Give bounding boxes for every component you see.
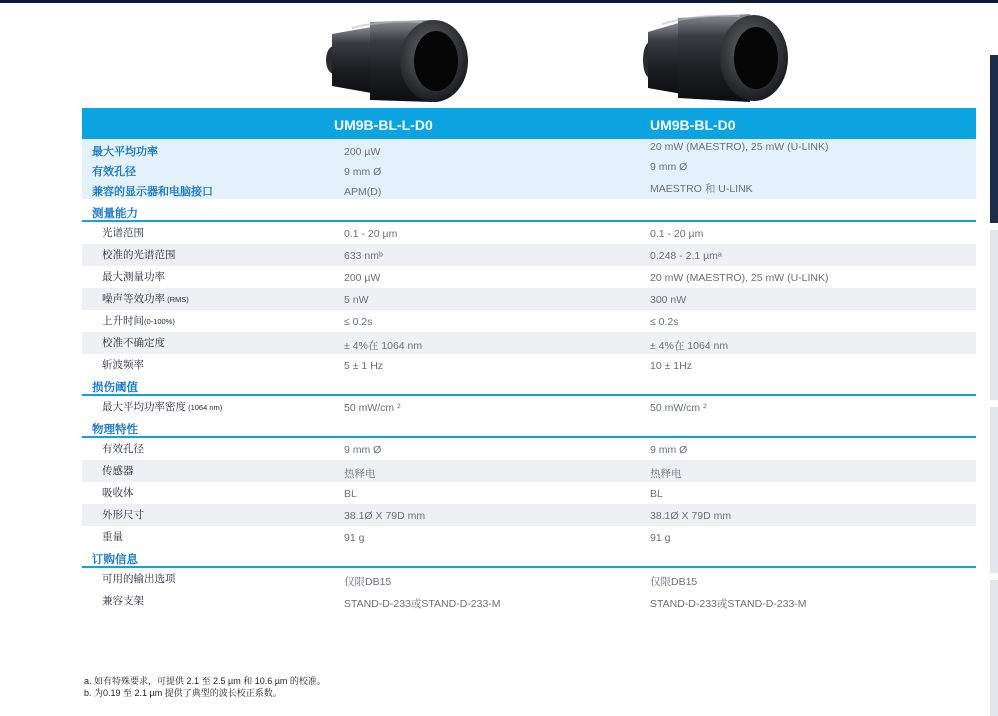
table-row xyxy=(82,179,976,199)
row-value-2: 热释电 xyxy=(650,468,682,480)
table-row xyxy=(82,244,976,266)
section-heading xyxy=(82,202,976,222)
row-value-1: 200 µW xyxy=(344,146,381,158)
row-label: 校准的光谱范围 xyxy=(102,249,176,261)
row-value-1: ± 4%在 1064 nm xyxy=(344,340,423,352)
section-title: 损伤阈值 xyxy=(92,382,138,394)
section-title: 测量能力 xyxy=(92,208,138,220)
row-value-1: 50 mW/cm ² xyxy=(344,402,401,414)
row-value-2: MAESTRO 和 U-LINK xyxy=(650,183,753,195)
section-heading xyxy=(82,418,976,438)
row-label: 传感器 xyxy=(102,465,134,477)
table-row xyxy=(82,139,976,159)
footnote-a: a. 如有特殊要求，可提供 2.1 至 2.5 µm 和 10.6 µm 的校准。 xyxy=(84,676,326,686)
row-label: 有效孔径 xyxy=(102,443,144,455)
row-value-2: 91 g xyxy=(650,532,671,544)
top-bar xyxy=(0,0,998,3)
table-row xyxy=(82,288,976,310)
section-heading xyxy=(82,376,976,396)
row-value-1: APM(D) xyxy=(344,186,382,198)
row-value-2: 20 mW (MAESTRO), 25 mW (U-LINK) xyxy=(650,272,829,284)
row-label: 吸收体 xyxy=(102,487,134,499)
row-label: 外形尺寸 xyxy=(102,509,144,521)
row-value-2: STAND-D-233或STAND-D-233-M xyxy=(650,598,807,610)
row-label: 兼容支架 xyxy=(102,595,144,607)
row-value-2: 10 ± 1Hz xyxy=(650,360,692,372)
row-value-2: 仅限DB15 xyxy=(650,576,698,588)
sidebar-tab[interactable] xyxy=(990,580,998,716)
row-label: 光谱范围 xyxy=(102,227,144,239)
row-value-1: 633 nmᵇ xyxy=(344,250,383,262)
row-value-2: 50 mW/cm ² xyxy=(650,402,707,414)
row-value-1: 仅限DB15 xyxy=(344,576,392,588)
row-value-2: ≤ 0.2s xyxy=(650,316,679,328)
section-heading xyxy=(82,548,976,568)
table-row xyxy=(82,266,976,288)
table-row xyxy=(82,568,976,590)
table-row xyxy=(82,332,976,354)
row-label: 最大测量功率 xyxy=(102,271,165,283)
row-label: 校准不确定度 xyxy=(102,337,165,349)
section-title: 订购信息 xyxy=(92,554,138,566)
table-header xyxy=(82,108,976,139)
row-value-1: 热释电 xyxy=(344,468,376,480)
table-row xyxy=(82,159,976,179)
row-value-2: 0.248 - 2.1 µmᵃ xyxy=(650,250,722,262)
table-row xyxy=(82,354,976,376)
table-row xyxy=(82,504,976,526)
table-row xyxy=(82,526,976,548)
table-row xyxy=(82,222,976,244)
section-title: 物理特性 xyxy=(92,424,138,436)
row-value-2: 9 mm Ø xyxy=(650,444,688,456)
product-name-2: UM9B-BL-D0 xyxy=(650,117,736,133)
row-value-1: ≤ 0.2s xyxy=(344,316,373,328)
row-label: 斩波频率 xyxy=(102,359,144,371)
row-label: 有效孔径 xyxy=(92,166,136,178)
table-row xyxy=(82,438,976,460)
table-row xyxy=(82,310,976,332)
row-value-1: 200 µW xyxy=(344,272,381,284)
row-value-2: 38.1Ø X 79D mm xyxy=(650,510,732,522)
row-value-2: 20 mW (MAESTRO), 25 mW (U-LINK) xyxy=(650,141,829,153)
sidebar-tab-active[interactable] xyxy=(990,55,998,223)
row-value-1: 5 ± 1 Hz xyxy=(344,360,384,372)
row-value-1: 9 mm Ø xyxy=(344,444,382,456)
row-value-1: 38.1Ø X 79D mm xyxy=(344,510,426,522)
row-label: 可用的输出选项 xyxy=(102,573,176,585)
sidebar-tab[interactable] xyxy=(990,407,998,573)
row-value-2: 9 mm Ø xyxy=(650,161,688,173)
row-label: 兼容的显示器和电脑接口 xyxy=(92,186,213,198)
row-value-1: BL xyxy=(344,488,357,500)
row-label: 最大平均功率 xyxy=(92,146,158,158)
row-label: 噪声等效功率 (RMS) xyxy=(102,293,189,305)
row-value-1: 5 nW xyxy=(344,294,369,306)
row-value-2: BL xyxy=(650,488,663,500)
row-label: 最大平均功率密度 (1064 nm) xyxy=(102,401,223,413)
product-image-um9b-bl-l-d0 xyxy=(322,14,472,106)
row-value-2: ± 4%在 1064 nm xyxy=(650,340,729,352)
spec-table xyxy=(82,108,976,612)
table-row xyxy=(82,590,976,612)
row-value-2: 300 nW xyxy=(650,294,687,306)
row-label: 重量 xyxy=(102,531,123,543)
product-name-1: UM9B-BL-L-D0 xyxy=(334,117,433,133)
sidebar-tab[interactable] xyxy=(990,230,998,400)
row-value-1: 91 g xyxy=(344,532,365,544)
footnote-b: b. 为0.19 至 2.1 µm 提供了典型的波长校正系数。 xyxy=(84,688,282,698)
table-row xyxy=(82,396,976,418)
row-value-2: 0.1 - 20 µm xyxy=(650,228,704,240)
table-row xyxy=(82,482,976,504)
table-row xyxy=(82,460,976,482)
row-label: 上升时间(0-100%) xyxy=(102,315,175,327)
product-image-um9b-bl-d0 xyxy=(642,10,792,106)
row-value-1: 9 mm Ø xyxy=(344,166,382,178)
row-value-1: 0.1 - 20 µm xyxy=(344,228,398,240)
row-value-1: STAND-D-233或STAND-D-233-M xyxy=(344,598,501,610)
